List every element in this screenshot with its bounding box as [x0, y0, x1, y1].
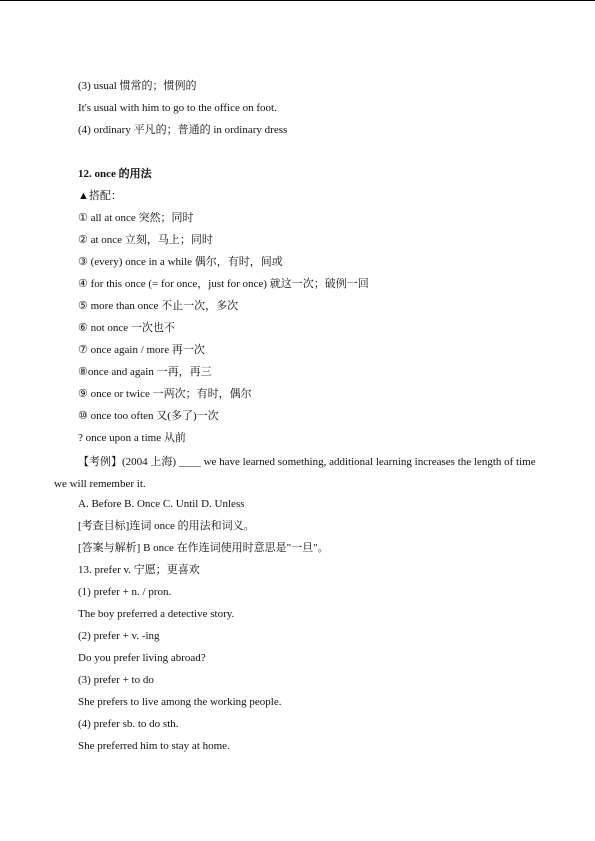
collocation-label: ▲搭配： — [78, 190, 122, 202]
collocation-item: ① all at once 突然；同时 — [78, 212, 194, 224]
example-sentence: She preferred him to stay at home. — [78, 740, 230, 752]
pattern-item: (3) prefer + to do — [78, 674, 154, 686]
collocation-item: ② at once 立刻，马上；同时 — [78, 234, 213, 246]
collocation-item: ⑥ not once 一次也不 — [78, 322, 175, 334]
collocation-item: ? once upon a time 从前 — [78, 432, 186, 444]
exam-target: [考查目标]连词 once 的用法和词义。 — [78, 520, 255, 532]
item-ordinary: (4) ordinary 平凡的；普通的 in ordinary dress — [78, 124, 288, 136]
section-heading-prefer: 13. prefer v. 宁愿；更喜欢 — [78, 564, 200, 576]
example-usual: It's usual with him to go to the office on foot. — [78, 102, 277, 114]
top-rule — [0, 0, 595, 1]
example-sentence: She prefers to live among the working people. — [78, 696, 282, 708]
collocation-item: ⑦ once again / more 再一次 — [78, 344, 205, 356]
collocation-item: ④ for this once (= for once，just for once) 就这一次；破例一回 — [78, 278, 369, 290]
collocation-item: ③ (every) once in a while 偶尔，有时，间或 — [78, 256, 283, 268]
collocation-item: ⑤ more than once 不止一次，多次 — [78, 300, 239, 312]
item-usual: (3) usual 惯常的；惯例的 — [78, 80, 197, 92]
example-sentence: The boy preferred a detective story. — [78, 608, 235, 620]
exam-question: 【考例】(2004 上海) ____ we have learned something, additional learning increases the length of time we will remember it. — [54, 456, 536, 490]
section-heading-once: 12. once 的用法 — [78, 168, 152, 180]
pattern-item: (2) prefer + v. -ing — [78, 630, 160, 642]
answer-options: A. Before B. Once C. Until D. Unless — [78, 498, 245, 510]
collocation-item: ⑩ once too often 又(多了)一次 — [78, 410, 219, 422]
pattern-item: (1) prefer + n. / pron. — [78, 586, 172, 598]
answer-explanation: [答案与解析] B once 在作连词使用时意思是"一旦"。 — [78, 542, 329, 554]
collocation-item: ⑧once and again 一再，再三 — [78, 366, 212, 378]
collocation-item: ⑨ once or twice 一两次；有时，偶尔 — [78, 388, 252, 400]
example-sentence: Do you prefer living abroad? — [78, 652, 206, 664]
pattern-item: (4) prefer sb. to do sth. — [78, 718, 179, 730]
